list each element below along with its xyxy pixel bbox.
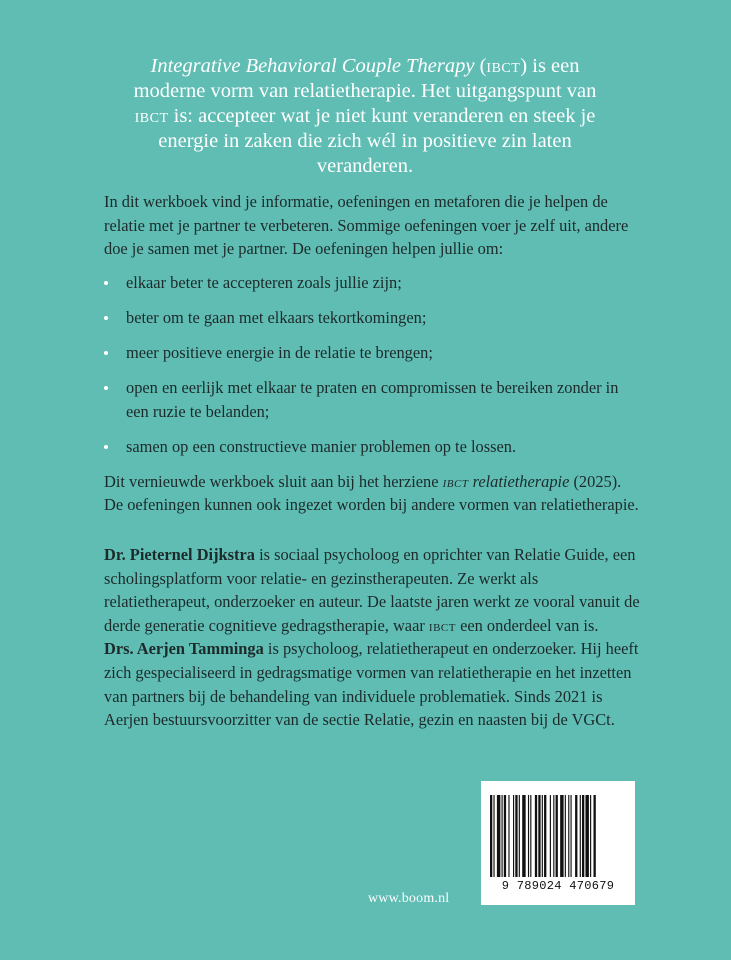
author-1-name: Dr. Pieternel Dijkstra xyxy=(104,545,255,565)
bullet-icon xyxy=(104,445,108,449)
isbn-barcode xyxy=(481,781,635,905)
intro-blurb: Integrative Behavioral Couple Therapy (ibct) is een moderne vorm van relatietherapie. Het uitgangspunt van ibct is: accepteer wat je niet kunt veranderen en steek je energie in zaken die zich wél in positieve zin laten veranderen. xyxy=(133,55,597,177)
body-text xyxy=(104,190,644,732)
bullet-text: samen op een constructieve manier problemen op te lossen. xyxy=(126,436,517,456)
paragraph-1: In dit werkboek vind je informatie, oefeningen en metaforen die je helpen de relatie met je partner te verbeteren. Sommige oefeningen voer je zelf uit, andere doe je samen met je partner. De oefeningen helpen jullie om: xyxy=(104,192,629,259)
paragraph-2-start: Dit vernieuwde werkboek sluit aan bij het herziene xyxy=(104,471,443,491)
bullet-text: elkaar beter te accepteren zoals jullie zijn; xyxy=(126,272,402,292)
bullet-list xyxy=(104,271,644,459)
bullet-item xyxy=(104,376,644,423)
author-1-bio xyxy=(104,543,644,637)
author-1-abbr: ibct xyxy=(428,615,456,635)
barcode-bars-icon xyxy=(490,795,626,877)
author-1-text-b: een onderdeel van is. xyxy=(455,615,599,635)
intro-title: Integrative Behavioral Couple Therapy xyxy=(150,55,475,77)
bullet-text: open en eerlijk met elkaar te praten en compromissen te bereiken zonder in een ruzie te belanden; xyxy=(126,378,619,421)
paragraph-2 xyxy=(104,470,644,517)
author-2-name: Drs. Aerjen Tamminga xyxy=(104,639,264,659)
intro-text-2: is: accepteer wat je niet kunt veranderen en steek je energie in zaken die zich wél in positieve zin laten veranderen. xyxy=(158,105,596,177)
intro-abbr-2: ibct xyxy=(134,105,169,127)
bullet-icon xyxy=(104,316,108,320)
bullet-icon xyxy=(104,281,108,285)
barcode-digits: 9 789024 470679 xyxy=(501,879,615,893)
bullet-item xyxy=(104,341,644,365)
bullet-text: meer positieve energie in de relatie te brengen; xyxy=(126,342,433,362)
paragraph-2-italic: relatietherapie xyxy=(468,471,570,491)
bullet-item xyxy=(104,306,644,330)
author-2-bio xyxy=(104,637,644,731)
intro-text-1: is een moderne vorm van relatietherapie. Het uitgangspunt van xyxy=(133,55,597,102)
paragraph-2-end: (2025). De oefeningen kunnen ook ingezet worden bij andere vormen van relatietherapie. xyxy=(104,471,639,515)
publisher-url: www.boom.nl xyxy=(368,891,450,906)
intro-abbr: ibct xyxy=(486,55,521,77)
author-1-text-a: is sociaal psycholoog en oprichter van Relatie Guide, een scholingsplatform voor relatie- en gezinstherapeuten. Ze werkt als relatietherapeut, onderzoeker en auteur. De laatste jaren werkt ze vooral vanuit de derde generatie cognitieve gedragstherapie, waar xyxy=(104,545,640,635)
author-2-text: is psycholoog, relatietherapeut en onderzoeker. Hij heeft zich gespecialiseerd in gedragsmatige vormen van relatietherapie en het inzetten van partners bij de behandeling van individuele problematiek. Sinds 2021 is Aerjen bestuursvoorzitter van de sectie Relatie, gezin en naasten bij de VGCt. xyxy=(104,639,639,730)
bullet-icon xyxy=(104,351,108,355)
bullet-item xyxy=(104,435,644,459)
bullet-item xyxy=(104,271,644,295)
paragraph-2-abbr: ibct xyxy=(442,471,469,491)
bullet-text: beter om te gaan met elkaars tekortkomingen; xyxy=(126,307,427,327)
bullet-icon xyxy=(104,386,108,390)
